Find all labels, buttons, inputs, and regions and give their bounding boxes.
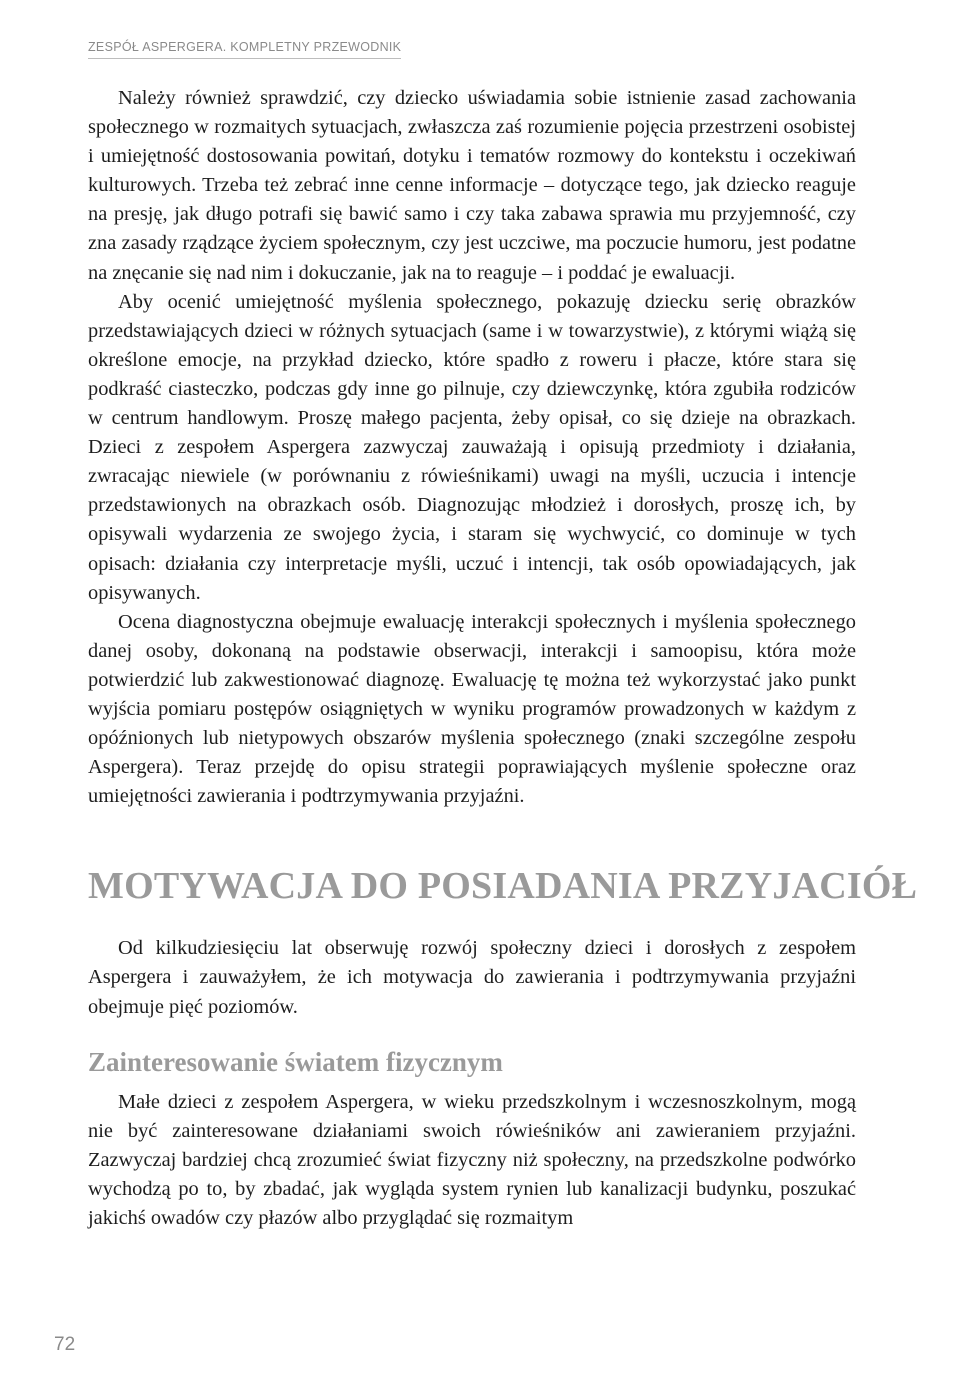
section-heading: MOTYWACJA DO POSIADANIA PRZYJACIÓŁ — [88, 865, 918, 908]
running-header: ZESPÓŁ ASPERGERA. KOMPLETNY PRZEWODNIK — [88, 40, 401, 59]
page-number: 72 — [54, 1334, 76, 1355]
body-paragraph: Należy również sprawdzić, czy dziecko uświadamia sobie istnienie zasad zachowania społecznego w rozmaitych sytuacjach, zwłaszcza zaś rozumienie pojęcia przestrzeni osobistej i umiejętność dostosowania powitań, dotyku i tematów rozmowy do kontekstu i oczekiwań kulturowych. Trzeba też zebrać inne cenne informacje – dotyczące tego, jak dziecko reaguje na presję, jak długo potrafi się bawić samo i czy taka zabawa sprawia mu przyjemność, czy zna zasady rządzące życiem społecznym, czy jest uczciwe, ma poczucie humoru, jest podatne na znęcanie się nad nim i dokuczanie, jak na to reaguje – i poddać je ewaluacji. — [88, 87, 856, 284]
body-paragraph: Małe dzieci z zespołem Aspergera, w wieku przedszkolnym i wczesnoszkolnym, mogą nie być zainteresowane działaniami swoich rówieśników ani zawieraniem przyjaźni. Zazwyczaj bardziej chcą zrozumieć świat fizyczny niż społeczny, na przedszkolne podwórko wychodzą po to, by zbadać, jak wygląda system rynien lub kanalizacji budynku, poszukać jakichś owadów czy płazów albo przyglądać się rozmaitym — [88, 1090, 856, 1229]
page-body — [88, 84, 918, 1233]
body-paragraph: Aby ocenić umiejętność myślenia społecznego, pokazuję dziecku serię obrazków przedstawiających dzieci w różnych sytuacjach (same i w towarzystwie), z którymi wiążą się określone emocje, na przykład dziecko, które spadło z roweru i płacze, które stara się podkraść ciasteczko, podczas gdy inne go pilnuje, czy dziewczynkę, która zgubiła rodziców w centrum handlowym. Proszę małego pacjenta, żeby opisał, co się dzieje na obrazkach. Dzieci z zespołem Aspergera zazwyczaj zauważają i opisują przedmioty i działania, zwracając niewiele (w porównaniu z rówieśnikami) uwagi na myśli, uczucia i intencje przedstawionych na obrazkach osób. Diagnozując młodzież i dorosłych, proszę ich, by opisywali wydarzenia ze swojego życia, i staram się wychwycić, co dominuje w tych opisach: działania czy interpretacje myśli, uczuć i intencji, tak osób opowiadających, jak opisywanych. — [88, 290, 856, 604]
body-paragraph: Od kilkudziesięciu lat obserwuję rozwój społeczny dzieci i dorosłych z zespołem Aspergera i zauważyłem, że ich motywacja do zawierania i podtrzymywania przyjaźni obejmuje pięć poziomów. — [88, 937, 856, 1018]
subsection-heading: Zainteresowanie światem fizycznym — [88, 1046, 503, 1077]
body-paragraph: Ocena diagnostyczna obejmuje ewaluację interakcji społecznych i myślenia społecznego danej osoby, dokonaną na podstawie obserwacji, interakcji i samoopisu, która może potwierdzić lub zakwestionować diagnozę. Ewaluację tę można też wykorzystać jako punkt wyjścia pomiaru postępów osiągniętych w wyniku programów prowadzonych w każdym z opóźnionych lub nietypowych obszarów myślenia społecznego (znaki szczególne zespołu Aspergera). Teraz przejdę do opisu strategii poprawiających myślenie społeczne oraz umiejętności zawierania i podtrzymywania przyjaźni. — [88, 610, 856, 808]
